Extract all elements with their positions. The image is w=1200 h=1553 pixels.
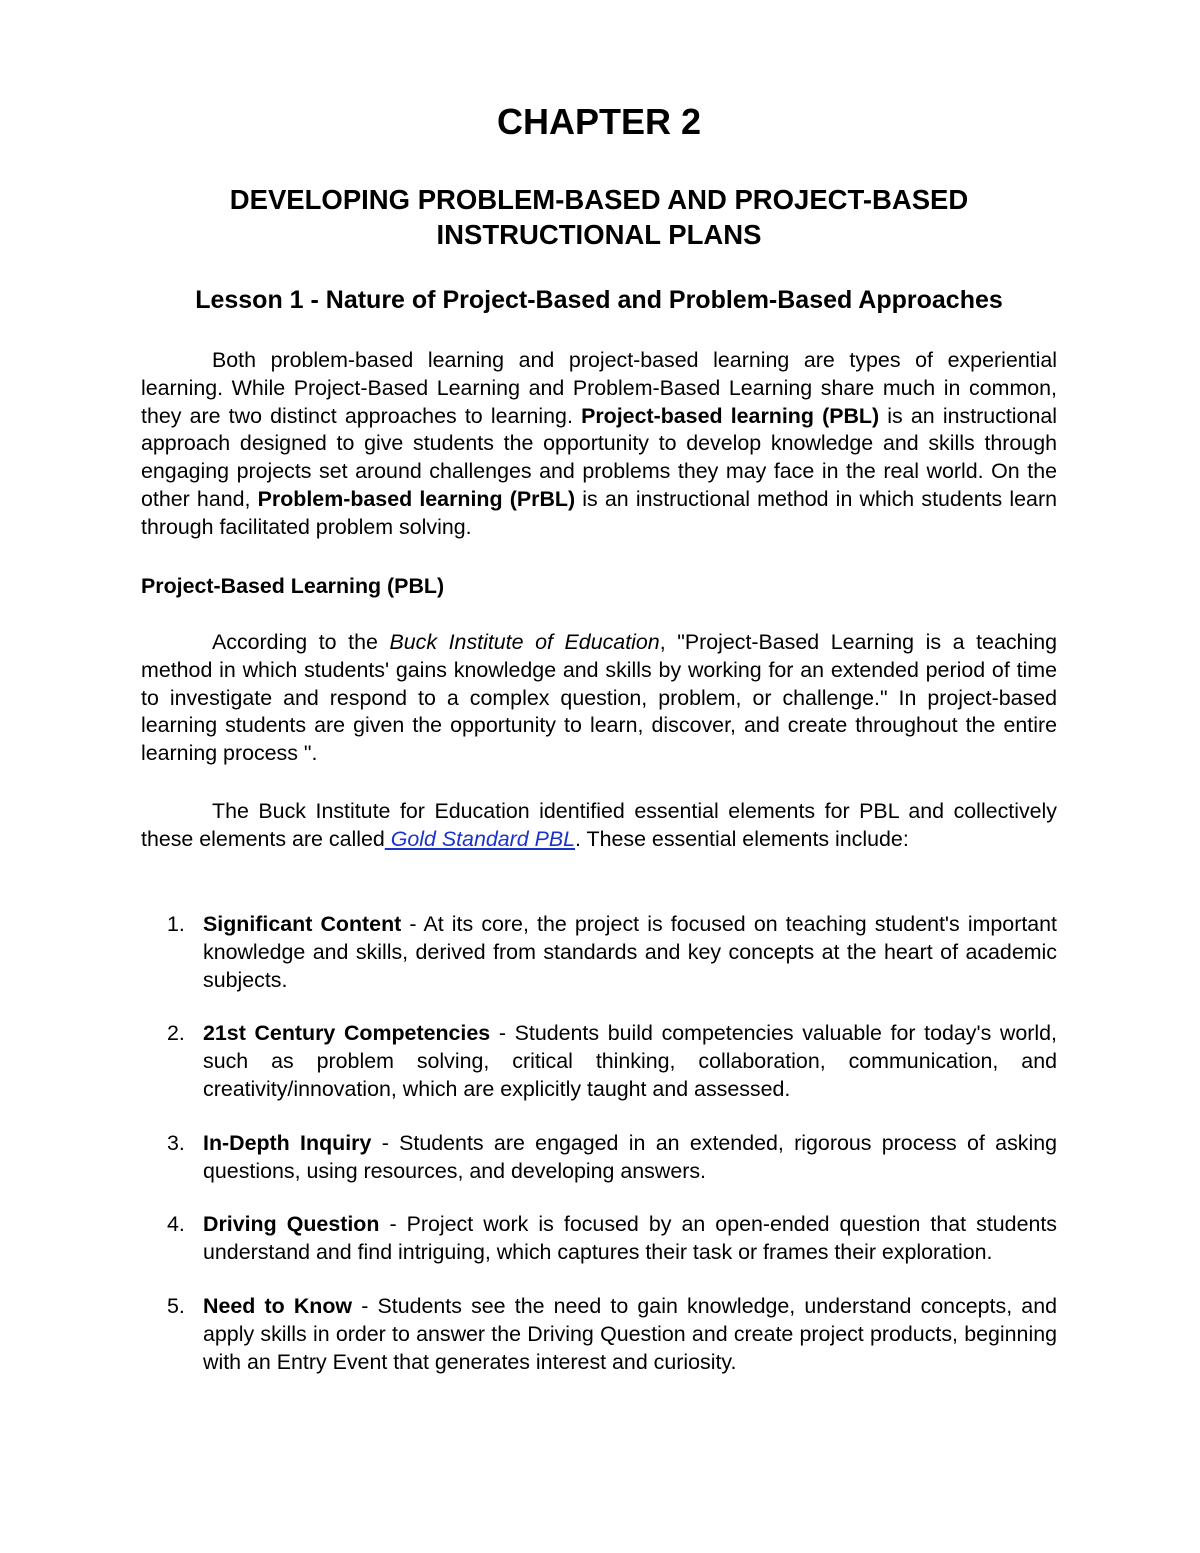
item-number: 2. bbox=[167, 1021, 185, 1046]
lesson-title: Lesson 1 - Nature of Project-Based and Problem-Based Approaches bbox=[195, 286, 1003, 314]
item-description: - Students are engaged in an extended, rigorous process of asking questions, using resources, and developing answers. bbox=[203, 1130, 1058, 1183]
intro-paragraph bbox=[141, 347, 1057, 542]
item-term: In-Depth Inquiry bbox=[203, 1130, 372, 1155]
item-description: - Students see the need to gain knowledge, understand concepts, and apply skills in order to answer the Driving Question and create project products, beginning with an Entry Event that generates interest and curiosity. bbox=[203, 1293, 1057, 1374]
buck-text-2: , "Project-Based Learning is a teaching method in which students' gains knowledge and skills by working for an extended period of time to investigate and respond to a complex question, problem, or challenge." In project-based learning students are given the opportunity to learn, discover, and create throughout the entire learning process ". bbox=[141, 630, 1057, 766]
item-number: 4. bbox=[167, 1212, 185, 1237]
essential-elements-list bbox=[141, 911, 1057, 1402]
subtitle-line-2: INSTRUCTIONAL PLANS bbox=[436, 219, 762, 250]
buck-institute-source: Buck Institute of Education bbox=[389, 630, 660, 654]
buck-text-1: According to the bbox=[212, 630, 390, 654]
list-item bbox=[141, 1130, 1057, 1186]
list-item bbox=[141, 1211, 1057, 1267]
item-description: - Students build competencies valuable for today's world, such as problem solving, critical thinking, collaboration, communication, and creativity/innovation, which are explicitly taught and assessed. bbox=[203, 1021, 1057, 1101]
subtitle-line-1: DEVELOPING PROBLEM-BASED AND PROJECT-BASED bbox=[229, 184, 969, 215]
list-item bbox=[141, 1293, 1057, 1376]
pbl-section-heading: Project-Based Learning (PBL) bbox=[141, 574, 445, 598]
intro-text-3: is an instructional method in which students learn through facilitated problem solving. bbox=[141, 486, 1057, 539]
buck-institute-paragraph bbox=[141, 629, 1057, 768]
item-term: Significant Content bbox=[203, 912, 402, 936]
intro-text-2: is an instructional approach designed to give students the opportunity to develop knowledge and skills through engaging projects set around challenges and problems they may face in the real world. On the other hand, bbox=[141, 403, 1057, 511]
chapter-title: CHAPTER 2 bbox=[496, 101, 702, 142]
gold-text-1: The Buck Institute for Education identified essential elements for PBL and collectively these elements are called bbox=[141, 799, 1057, 851]
item-description: - At its core, the project is focused on teaching student's important knowledge and skills, derived from standards and key concepts at the heart of academic subjects. bbox=[203, 912, 1057, 992]
item-number: 1. bbox=[167, 912, 185, 936]
gold-standard-paragraph bbox=[141, 798, 1057, 854]
list-item bbox=[141, 911, 1057, 994]
pbl-term: Project-based learning (PBL) bbox=[581, 403, 880, 428]
gold-text-2: . These essential elements include: bbox=[575, 826, 909, 851]
list-item bbox=[141, 1020, 1057, 1103]
item-number: 3. bbox=[167, 1130, 185, 1155]
item-term: Driving Question bbox=[203, 1212, 380, 1237]
item-description: - Project work is focused by an open-ended question that students understand and find intriguing, which captures their task or frames their exploration. bbox=[203, 1212, 1058, 1265]
chapter-subtitle bbox=[141, 182, 1057, 252]
item-term: 21st Century Competencies bbox=[203, 1021, 491, 1046]
intro-text-1: Both problem-based learning and project-based learning are types of experiential learning. While Project-Based Learning and Problem-Based Learning share much in common, they are two distinct approaches to learning. bbox=[141, 348, 1057, 428]
item-term: Need to Know bbox=[203, 1293, 353, 1318]
item-number: 5. bbox=[167, 1293, 185, 1318]
gold-standard-pbl-link[interactable]: Gold Standard PBL bbox=[384, 826, 576, 851]
prbl-term: Problem-based learning (PrBL) bbox=[257, 486, 576, 511]
